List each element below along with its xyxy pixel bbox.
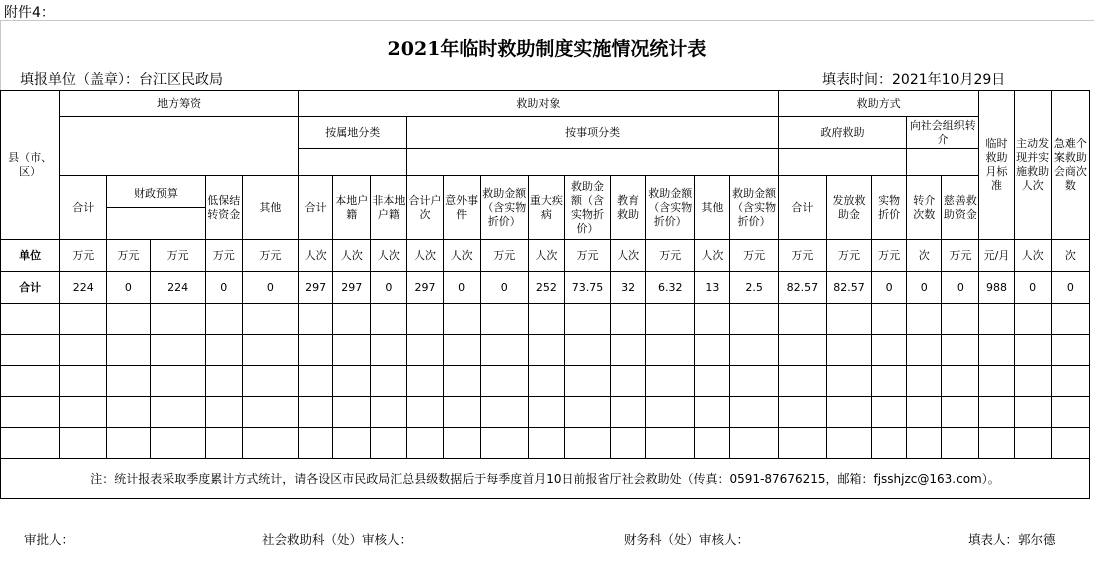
empty-cell xyxy=(1,397,60,428)
empty-cell xyxy=(205,428,242,459)
total-cell: 73.75 xyxy=(564,272,610,304)
header-method: 救助方式 xyxy=(778,91,979,117)
empty-cell xyxy=(979,397,1014,428)
empty-cell xyxy=(299,304,333,335)
unit-cell: 人次 xyxy=(611,240,646,272)
total-cell: 2.5 xyxy=(730,272,778,304)
empty-cell xyxy=(942,304,979,335)
header-fiscal-budget-group xyxy=(107,176,205,240)
empty-cell xyxy=(826,397,871,428)
header-local-funding: 地方筹资 xyxy=(60,91,299,117)
empty-cell xyxy=(242,397,298,428)
empty-cell xyxy=(333,335,371,366)
empty-cell xyxy=(407,397,443,428)
empty-cell xyxy=(826,366,871,397)
empty-cell xyxy=(695,428,730,459)
empty-cell xyxy=(205,335,242,366)
empty-cell xyxy=(480,397,528,428)
empty-cell xyxy=(443,428,480,459)
empty-cell xyxy=(443,304,480,335)
empty-cell xyxy=(407,366,443,397)
fill-date: 填表时间：2021年10月29日 xyxy=(822,72,1006,88)
empty-cell xyxy=(695,397,730,428)
header-other: 其他 xyxy=(695,176,730,240)
empty-cell xyxy=(299,428,333,459)
header-cash-aid: 发放救助金 xyxy=(826,176,871,240)
empty-cell xyxy=(480,366,528,397)
empty-cell xyxy=(528,397,564,428)
total-cell: 297 xyxy=(407,272,443,304)
empty-cell xyxy=(107,304,150,335)
page-title: 2021年临时救助制度实施情况统计表 xyxy=(387,38,707,60)
empty-cell xyxy=(528,428,564,459)
header-residence-blank xyxy=(299,149,407,176)
total-cell: 224 xyxy=(150,272,205,304)
total-cell: 988 xyxy=(979,272,1014,304)
empty-cell xyxy=(730,397,778,428)
empty-cell xyxy=(480,428,528,459)
header-proactive: 主动发现并实施救助人次 xyxy=(1014,91,1051,240)
empty-cell xyxy=(333,428,371,459)
total-cell: 82.57 xyxy=(826,272,871,304)
unit-cell: 万元 xyxy=(646,240,695,272)
header-referral-count: 转介次数 xyxy=(907,176,942,240)
header-recipients: 救助对象 xyxy=(299,91,779,117)
empty-cell xyxy=(695,366,730,397)
header-education: 教育救助 xyxy=(611,176,646,240)
header-illness-amount: 救助金额（含实物折价） xyxy=(564,176,610,240)
unit-cell: 人次 xyxy=(695,240,730,272)
social-reviewer-label: 社会救助科（处）审核人： xyxy=(262,532,413,547)
unit-cell: 万元 xyxy=(480,240,528,272)
empty-cell xyxy=(907,397,942,428)
empty-cell xyxy=(646,335,695,366)
empty-cell xyxy=(299,366,333,397)
empty-cell xyxy=(826,304,871,335)
header-education-amount: 救助金额（含实物折价） xyxy=(646,176,695,240)
header-referral: 向社会组织转介 xyxy=(907,117,979,149)
empty-cell xyxy=(695,304,730,335)
unit-cell: 万元 xyxy=(778,240,826,272)
empty-cell xyxy=(107,397,150,428)
total-cell: 0 xyxy=(872,272,907,304)
units-label: 单位 xyxy=(1,240,60,272)
empty-cell xyxy=(730,366,778,397)
total-row xyxy=(1,272,1090,304)
unit-cell: 万元 xyxy=(564,240,610,272)
empty-cell xyxy=(778,366,826,397)
empty-cell xyxy=(528,366,564,397)
empty-cell xyxy=(107,428,150,459)
total-cell: 0 xyxy=(480,272,528,304)
total-cell: 0 xyxy=(443,272,480,304)
empty-cell xyxy=(564,397,610,428)
empty-cell xyxy=(564,428,610,459)
empty-cell xyxy=(646,304,695,335)
header-gov-total: 合计 xyxy=(778,176,826,240)
empty-cell xyxy=(826,428,871,459)
empty-cell xyxy=(407,335,443,366)
footnote: 注：统计报表采取季度累计方式统计，请各设区市民政局汇总县级数据后于每季度首月10日前报省厅社会救助处（传真：0591-87676215，邮箱：fjsshjzc@163.com）。 xyxy=(1,459,1090,499)
unit-cell: 万元 xyxy=(205,240,242,272)
empty-cell xyxy=(150,366,205,397)
empty-cell xyxy=(107,335,150,366)
empty-cell xyxy=(564,335,610,366)
empty-cell xyxy=(1014,397,1051,428)
empty-cell xyxy=(1051,397,1089,428)
header-other-fund: 其他 xyxy=(242,176,298,240)
empty-cell xyxy=(1014,366,1051,397)
empty-cell xyxy=(979,304,1014,335)
total-cell: 6.32 xyxy=(646,272,695,304)
table-row xyxy=(1,397,1090,428)
empty-cell xyxy=(1,366,60,397)
unit-cell: 人次 xyxy=(299,240,333,272)
total-cell: 32 xyxy=(611,272,646,304)
empty-cell xyxy=(1,428,60,459)
empty-cell xyxy=(60,366,107,397)
total-cell: 13 xyxy=(695,272,730,304)
header-funding-blank xyxy=(60,117,299,176)
total-cell: 82.57 xyxy=(778,272,826,304)
empty-cell xyxy=(371,397,407,428)
total-cell: 252 xyxy=(528,272,564,304)
empty-cell xyxy=(611,366,646,397)
empty-cell xyxy=(778,335,826,366)
table-row xyxy=(1,366,1090,397)
empty-cell xyxy=(778,304,826,335)
total-cell: 0 xyxy=(205,272,242,304)
reporting-unit: 填报单位（盖章）：台江区民政局 xyxy=(20,72,223,88)
empty-cell xyxy=(60,335,107,366)
empty-cell xyxy=(872,304,907,335)
empty-cell xyxy=(564,304,610,335)
header-by-residence: 按属地分类 xyxy=(299,117,407,149)
empty-cell xyxy=(242,335,298,366)
total-cell: 0 xyxy=(242,272,298,304)
header-by-matter: 按事项分类 xyxy=(407,117,778,149)
unit-cell: 万元 xyxy=(826,240,871,272)
empty-cell xyxy=(979,428,1014,459)
total-cell: 0 xyxy=(1051,272,1089,304)
empty-cell xyxy=(979,335,1014,366)
empty-cell xyxy=(333,304,371,335)
empty-cell xyxy=(611,397,646,428)
empty-cell xyxy=(778,428,826,459)
empty-cell xyxy=(150,335,205,366)
unit-cell: 人次 xyxy=(528,240,564,272)
total-cell: 0 xyxy=(1014,272,1051,304)
empty-cell xyxy=(371,428,407,459)
empty-cell xyxy=(407,304,443,335)
statistics-table xyxy=(0,90,1090,499)
empty-cell xyxy=(872,397,907,428)
empty-cell xyxy=(646,366,695,397)
units-row xyxy=(1,240,1090,272)
unit-cell: 万元 xyxy=(942,240,979,272)
empty-cell xyxy=(1014,428,1051,459)
empty-cell xyxy=(333,397,371,428)
table-row xyxy=(1,335,1090,366)
total-cell: 224 xyxy=(60,272,107,304)
header-nonlocal-household: 非本地户籍 xyxy=(371,176,407,240)
empty-cell xyxy=(730,335,778,366)
empty-cell xyxy=(611,428,646,459)
empty-cell xyxy=(942,428,979,459)
empty-cell xyxy=(242,366,298,397)
empty-cell xyxy=(371,335,407,366)
empty-cell xyxy=(205,397,242,428)
finance-reviewer-label: 财务科（处）审核人： xyxy=(624,532,750,547)
empty-cell xyxy=(872,335,907,366)
unit-cell: 人次 xyxy=(443,240,480,272)
empty-cell xyxy=(907,304,942,335)
table-row xyxy=(1,304,1090,335)
total-cell: 0 xyxy=(907,272,942,304)
unit-cell: 次 xyxy=(907,240,942,272)
empty-cell xyxy=(872,428,907,459)
unit-cell: 人次 xyxy=(371,240,407,272)
header-accident-amount: 救助金额（含实物折价） xyxy=(480,176,528,240)
empty-cell xyxy=(1051,335,1089,366)
empty-cell xyxy=(60,304,107,335)
header-in-kind: 实物折价 xyxy=(872,176,907,240)
unit-cell: 次 xyxy=(1051,240,1089,272)
header-matter-total: 合计户次 xyxy=(407,176,443,240)
empty-cell xyxy=(826,335,871,366)
empty-cell xyxy=(1051,304,1089,335)
header-county: 县（市、区） xyxy=(1,91,60,240)
empty-cell xyxy=(907,366,942,397)
header-charity-fund: 慈善救助资金 xyxy=(942,176,979,240)
approver-label: 审批人： xyxy=(24,532,75,547)
empty-cell xyxy=(480,304,528,335)
unit-cell: 人次 xyxy=(407,240,443,272)
empty-cell xyxy=(371,366,407,397)
empty-cell xyxy=(979,366,1014,397)
empty-cell xyxy=(150,304,205,335)
header-other-amount: 救助金额（含实物折价） xyxy=(730,176,778,240)
empty-cell xyxy=(60,397,107,428)
empty-cell xyxy=(407,428,443,459)
unit-cell: 万元 xyxy=(150,240,205,272)
header-local-household: 本地户籍 xyxy=(333,176,371,240)
total-cell: 0 xyxy=(107,272,150,304)
empty-cell xyxy=(371,304,407,335)
header-illness: 重大疾病 xyxy=(528,176,564,240)
header-matter-blank xyxy=(407,149,778,176)
empty-cell xyxy=(942,335,979,366)
unit-cell: 万元 xyxy=(872,240,907,272)
empty-cell xyxy=(242,304,298,335)
empty-cell xyxy=(1,335,60,366)
empty-cell xyxy=(528,304,564,335)
header-res-total: 合计 xyxy=(299,176,333,240)
empty-cell xyxy=(611,335,646,366)
total-cell: 0 xyxy=(371,272,407,304)
header-fund-total: 合计 xyxy=(60,176,107,240)
empty-cell xyxy=(299,397,333,428)
empty-cell xyxy=(443,366,480,397)
empty-cell xyxy=(611,304,646,335)
unit-cell: 人次 xyxy=(333,240,371,272)
empty-cell xyxy=(528,335,564,366)
header-referral-blank xyxy=(907,149,979,176)
empty-cell xyxy=(333,366,371,397)
empty-cell xyxy=(299,335,333,366)
unit-cell: 万元 xyxy=(242,240,298,272)
attachment-label: 附件4： xyxy=(4,5,55,21)
empty-cell xyxy=(1051,428,1089,459)
header-gov-aid: 政府救助 xyxy=(778,117,906,149)
empty-cell xyxy=(730,428,778,459)
header-fiscal-budget: 财政预算 xyxy=(107,181,204,208)
empty-cell xyxy=(646,397,695,428)
empty-cell xyxy=(564,366,610,397)
empty-cell xyxy=(443,335,480,366)
total-cell: 297 xyxy=(299,272,333,304)
empty-cell xyxy=(480,335,528,366)
empty-cell xyxy=(242,428,298,459)
unit-cell: 元/月 xyxy=(979,240,1014,272)
unit-cell: 万元 xyxy=(730,240,778,272)
header-accident: 意外事件 xyxy=(443,176,480,240)
header-emergency: 急难个案救助会商次数 xyxy=(1051,91,1089,240)
unit-cell: 万元 xyxy=(60,240,107,272)
empty-cell xyxy=(942,366,979,397)
empty-cell xyxy=(730,304,778,335)
empty-cell xyxy=(60,428,107,459)
empty-cell xyxy=(695,335,730,366)
unit-cell: 人次 xyxy=(1014,240,1051,272)
empty-cell xyxy=(443,397,480,428)
empty-cell xyxy=(646,428,695,459)
empty-cell xyxy=(150,397,205,428)
filler-label: 填表人：郭尔德 xyxy=(968,532,1056,547)
total-label: 合计 xyxy=(1,272,60,304)
unit-cell: 万元 xyxy=(107,240,150,272)
empty-cell xyxy=(1051,366,1089,397)
table-row xyxy=(1,428,1090,459)
empty-cell xyxy=(1014,304,1051,335)
total-cell: 297 xyxy=(333,272,371,304)
header-gov-blank xyxy=(778,149,906,176)
empty-cell xyxy=(778,397,826,428)
empty-cell xyxy=(942,397,979,428)
empty-cell xyxy=(907,335,942,366)
empty-cell xyxy=(205,366,242,397)
empty-cell xyxy=(872,366,907,397)
header-dibao: 低保结转资金 xyxy=(205,176,242,240)
empty-cell xyxy=(107,366,150,397)
empty-cell xyxy=(205,304,242,335)
empty-cell xyxy=(1,304,60,335)
empty-cell xyxy=(150,428,205,459)
total-cell: 0 xyxy=(942,272,979,304)
empty-cell xyxy=(1014,335,1051,366)
empty-cell xyxy=(907,428,942,459)
header-monthly-standard: 临时救助月标准 xyxy=(979,91,1014,240)
